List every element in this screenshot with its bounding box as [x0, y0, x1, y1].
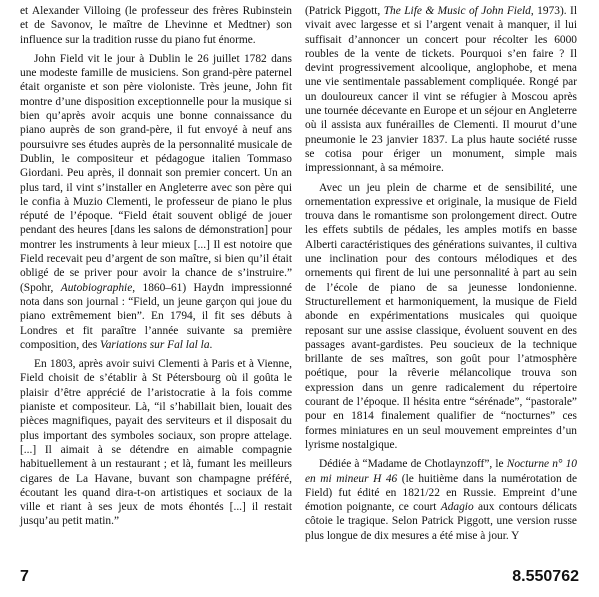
right-column [305, 4, 577, 543]
text: , 1973). Il vivait avec largesse et si l’argent venait à manquer, il lui suffisait d’annoncer un concert pour récolter les 6000 roubles de la vente de tickets. Pourquoi s’en faire ? Il devint progressivement alcoolique, anglophobe, et mena une vie sentimentale passablement compliquée. Rongé par un douloureux cancer il vint se réfugier à Moscou après une tournée décevante en Europe et un séjour en Angleterre où il assista aux funérailles de Clementi. Il mourut d’une pneumonie le 23 janvier 1837. La plus haute société russe se cotisa pour ériger un monument, simple mais impressionnant, à sa mémoire. [305, 5, 577, 175]
paragraph-nocturne-10 [305, 457, 577, 543]
text: , 1860–61) Haydn impressionné nota dans son journal : “Field, un jeune garçon qui joue du piano extrêmement bien”. En 1794, il fit ses débuts à Londres et fit paraître l’année suivante sa première composition, des [20, 281, 292, 351]
page-footer [20, 568, 579, 590]
work-title: Autobiographie [60, 281, 133, 294]
text: . [209, 338, 213, 351]
book-title: The Life & Music of John Field [383, 5, 531, 17]
page-number: 7 [20, 568, 29, 585]
text: (le huitième dans la numérotation de Field) fut édité en 1821/22 en Russie. Empreint d’une émotion poignante, ce court [305, 472, 577, 514]
paragraph-musical-style: Avec un jeu plein de charme et de sensibilité, une ornementation expressive et originale, la musique de Field trouva dans le romantisme son prolongement direct. Outre les effets subtils de pédales, les amples motifs en basse Alberti caractéristiques des générations suivantes, il cultiva une inclination pour des contours mélodiques et des ornements qui firent de lui une personnalité à part au sein de l’école de piano de sa jeunesse londonienne. Structurellement et harmoniquement, la musique de Field abonde en expérimentations musicales qui quoique reposant sur une assise classique, évoluent souvent en des passages avant-gardistes. Peu soucieux de la technique brillante de ses maîtres, son goût pour l’atmosphère poétique, pour la rêverie mélancolique trouva son expression dans un genre radicalement du répertoire courant de l’époque. Il hésita entre “sérénade”, “pastorale” pour en 1814 finalement qualifier de “nocturnes” ces formes miniatures en un seul mouvement empreintes d’un lyrisme nostalgique. [305, 181, 577, 451]
text: John Field vit le jour à Dublin le 26 juillet 1782 dans une modeste famille de musiciens. Son grand-père paternel était organiste et son père violoniste. Très jeune, John fit montre d’une disposition exceptionnelle pour la musique si bien qu’après avoir acquis une bonne connaissance du piano auprès de son grand-père, il fut envoyé à neuf ans poursuivre ses études auprès de la personnalité musicale de Dublin, le compositeur et pédagogue italien Tommaso Giordani. Peu après, il donnait son premier concert. Un an plus tard, il vint s’installer en Angleterre avec son père qui le confia à Muzio Clementi, le professeur de piano le plus réputé de l’époque. “Field était souvent obligé de jouer pendant des heures [dans les salons de démonstration] pour montrer les instruments à leur mieux [...] Il est notoire que Field recevait peu d’argent de son maître, si bien qu’il était obligé de se priver pour avoir la chance de s’instruire.” (Spohr, [20, 52, 292, 294]
paragraph-st-petersburg: En 1803, après avoir suivi Clementi à Paris et à Vienne, Field choisit de s’établir à St Pétersbourg où il goûta le plaisir d’être apprécié de l’aristocratie à la fois comme pianiste et compositeur. Là, “il s’habillait bien, louait des pièces magnifiques, payait des serviteurs et il disposait du plus important des symboles sociaux, son propre attelage. [...] Il aimait à se détendre en aimable compagnie habituellement à un restaurant ; et là, fumant les meilleurs cigares de La Havane, buvant son champagne préféré, écoutant les quand dira-t-on artistiques et sociaux de la ville et riant à ses jeux de mots éhontés [...] il restait jusqu’au petit matin.” [20, 358, 292, 528]
work-title: Variations sur Fal lal la [100, 338, 210, 351]
work-title: Nocturne n° 10 en mi mineur H 46 [305, 458, 577, 485]
paragraph-villoing: et Alexander Villoing (le professeur des frères Rubinstein et de Savonov, le maître de Lhevinne et Medtner) son influence sur la tradition russe du piano fut énorme. [20, 5, 292, 46]
work-title: Adagio [440, 501, 474, 514]
paragraph-later-life [305, 4, 577, 176]
text: aux contours délicats côtoie le tragique. Selon Patrick Piggott, une version russe plus longue de dix mesures a été mise à jour. Y [305, 501, 577, 542]
catalogue-number: 8.550762 [512, 568, 579, 585]
paragraph-field-biography [20, 52, 292, 352]
left-column [20, 4, 292, 529]
text: (Patrick Piggott, [305, 5, 384, 17]
text: Dédiée à “Madame de Chotlaynzoff”, le [319, 458, 507, 471]
